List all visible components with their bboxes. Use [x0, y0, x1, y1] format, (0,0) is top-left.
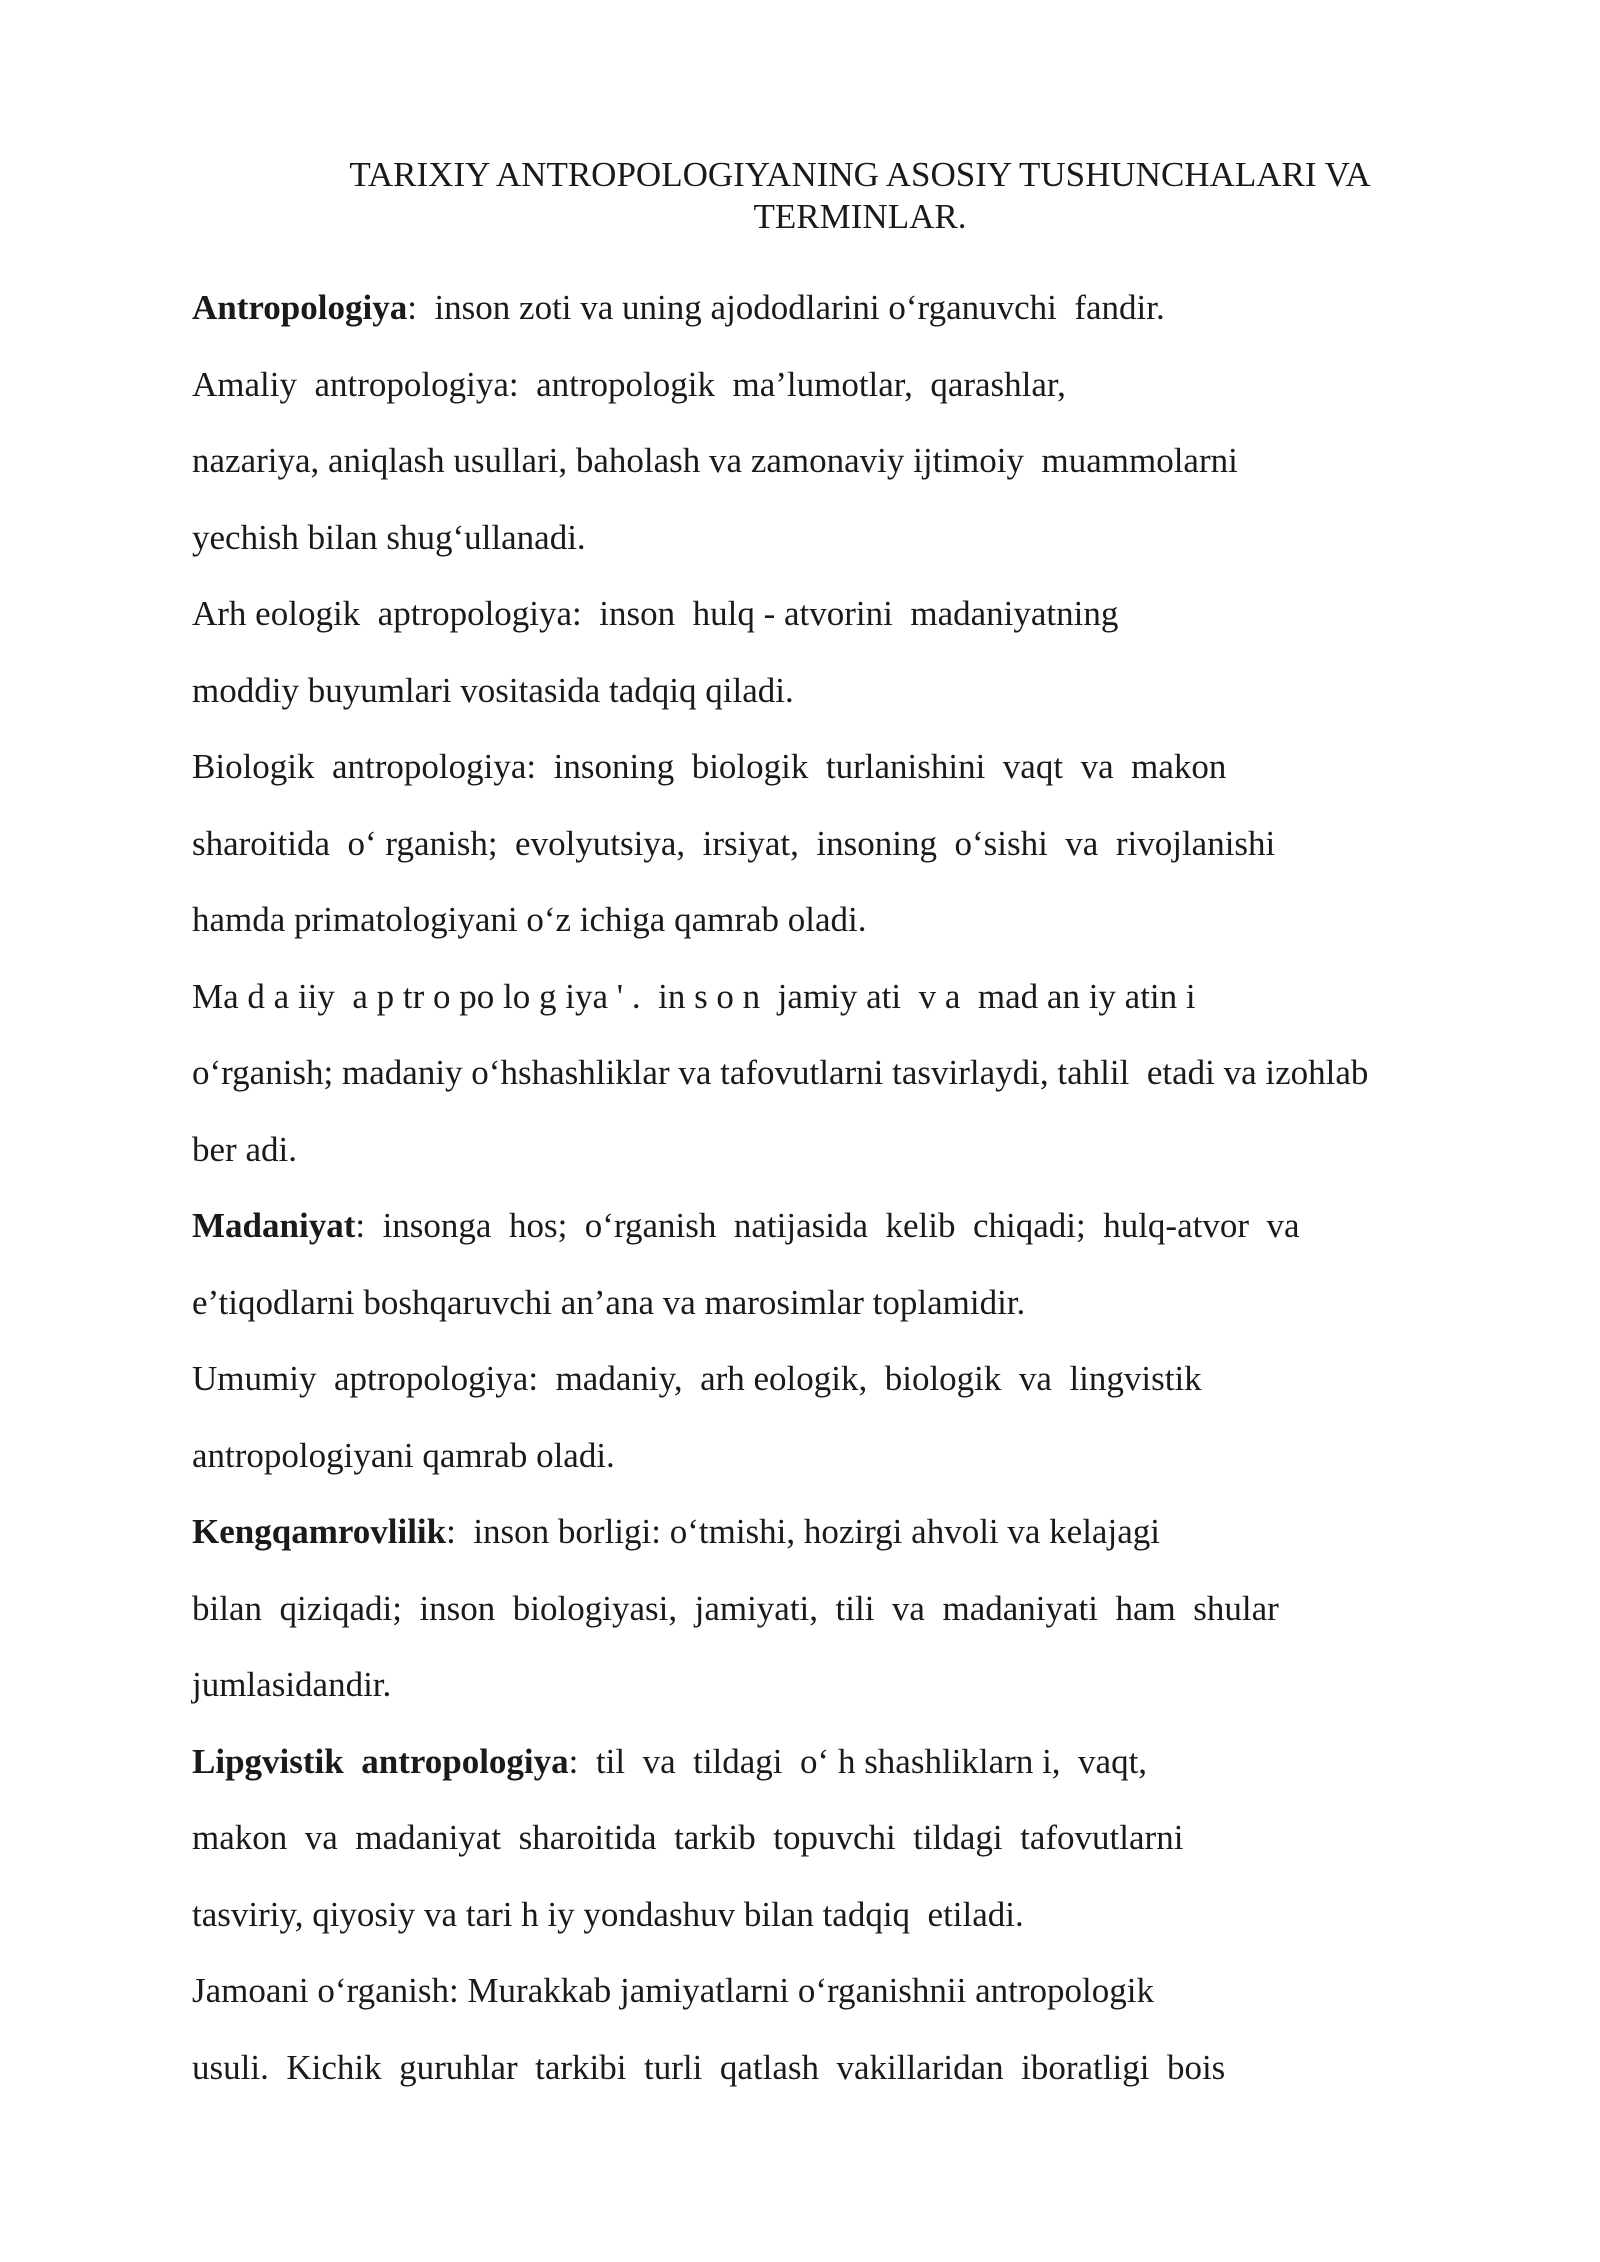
paragraph-line: e’tiqodlarni boshqaruvchi an’ana va marosimlar toplamidir.	[192, 1282, 1026, 1322]
paragraph-line: bilan qiziqadi; inson biologiyasi, jamiyati, tili va madaniyati ham shular	[192, 1588, 1279, 1628]
paragraph-line: moddiy buyumlari vositasida tadqiq qiladi.	[192, 670, 794, 710]
paragraph-line: Arh eologik aptropologiya: inson hulq - atvorini madaniyatning	[192, 594, 1119, 633]
term-lingvistik-antropologiya: Lipgvistik antropologiya	[192, 1741, 569, 1781]
paragraph-line: o‘rganish; madaniy o‘hshashliklar va tafovutlarni tasvirlaydi, tahlil etadi va izohlab	[192, 1053, 1369, 1092]
paragraph-umumiy-antropologiya	[192, 1341, 1532, 1494]
document-body	[192, 270, 1532, 2106]
paragraph-lingvistik-antropologiya	[192, 1724, 1532, 1954]
paragraph-line: Amaliy antropologiya: antropologik ma’lumotlar, qarashlar,	[192, 364, 1066, 404]
paragraph-arheologik-antropologiya	[192, 576, 1532, 729]
paragraph-line: : insonga hos; o‘rganish natijasida kelib chiqadi; hulq-atvor va	[355, 1206, 1300, 1245]
paragraph-madaniyat	[192, 1188, 1532, 1341]
paragraph-line: sharoitida o‘ rganish; evolyutsiya, irsiyat, insoning o‘sishi va rivojlanishi	[192, 823, 1276, 863]
paragraph-line: : til va tildagi o‘ h shashliklarn i, vaqt,	[568, 1741, 1148, 1781]
paragraph-line: Ma d a iiy a p tr o po lo g iya ' . in s o n jamiy ati v a mad an iy atin i	[192, 976, 1196, 1016]
paragraph-line: nazariya, aniqlash usullari, baholash va zamonaviy ijtimoiy muammolarni	[192, 441, 1238, 480]
paragraph-line: : inson borligi: o‘tmishi, hozirgi ahvoli va kelajagi	[446, 1512, 1160, 1551]
paragraph-line: yechish bilan shug‘ullanadi.	[192, 517, 586, 557]
paragraph-line: usuli. Kichik guruhlar tarkibi turli qatlash vakillaridan iboratligi bois	[192, 2047, 1226, 2087]
paragraph-line: makon va madaniyat sharoitida tarkib topuvchi tildagi tafovutlarni	[192, 1818, 1184, 1857]
paragraph-line: jumlasidandir.	[192, 1665, 392, 1704]
paragraph-line: Jamoani o‘rganish: Murakkab jamiyatlarni o‘rganishnii antropologik	[192, 1971, 1154, 2010]
paragraph-biologik-antropologiya	[192, 729, 1532, 959]
title-line-1: TARIXIY ANTROPOLOGIYANING ASOSIY TUSHUNCHALARI VA	[349, 155, 1371, 194]
paragraph-kengqamrovlilik	[192, 1494, 1532, 1724]
term-kengqamrovlilik: Kengqamrovlilik	[192, 1512, 447, 1551]
paragraph-madaniy-antropologiya	[192, 959, 1532, 1189]
paragraph-line: Umumiy aptropologiya: madaniy, arh eologik, biologik va lingvistik	[192, 1359, 1202, 1398]
term-madaniyat: Madaniyat	[192, 1206, 356, 1245]
paragraph-line: tasviriy, qiyosiy va tari h iy yondashuv bilan tadqiq etiladi.	[192, 1894, 1024, 1934]
document-title	[190, 154, 1530, 238]
title-line-2: TERMINLAR.	[753, 197, 967, 236]
paragraph-line: ber adi.	[192, 1129, 297, 1169]
paragraph-amaliy-antropologiya	[192, 347, 1532, 577]
paragraph-line: : inson zoti va uning ajododlarini o‘rganuvchi fandir.	[407, 288, 1165, 327]
term-antropologiya: Antropologiya	[192, 288, 408, 327]
paragraph-jamoani-organish	[192, 1953, 1532, 2106]
paragraph-line: Biologik antropologiya: insoning biologik turlanishini vaqt va makon	[192, 747, 1227, 786]
paragraph-antropologiya	[192, 270, 1532, 347]
paragraph-line: antropologiyani qamrab oladi.	[192, 1435, 615, 1475]
paragraph-line: hamda primatologiyani o‘z ichiga qamrab oladi.	[192, 900, 867, 939]
